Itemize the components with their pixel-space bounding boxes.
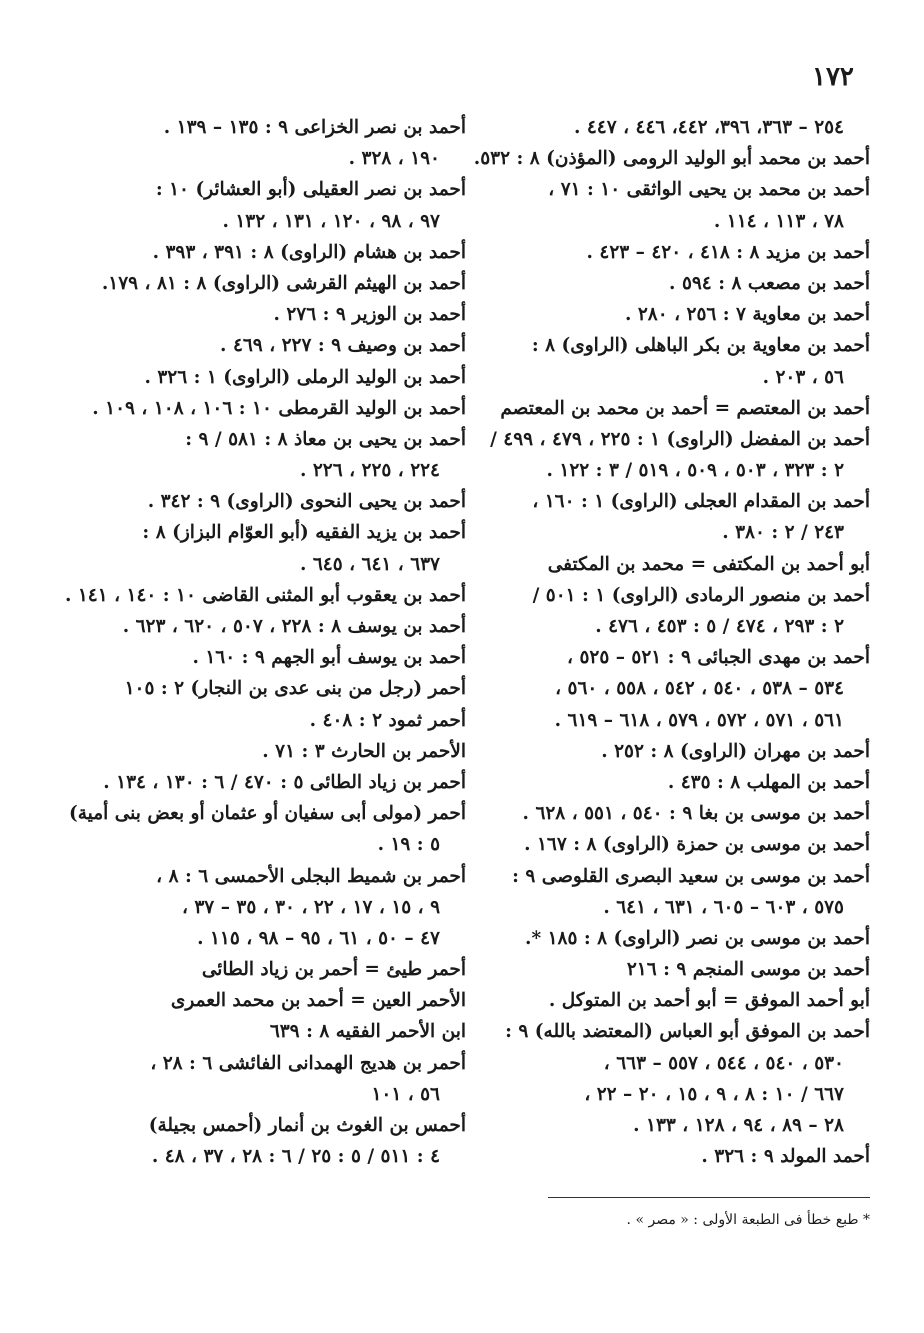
index-entry: أحمد بن هشام (الراوى) ٨ : ٣٩١ ، ٣٩٣ . [152,241,466,263]
index-entry: أحمد بن يحيى النحوى (الراوى) ٩ : ٣٤٢ . [147,491,466,513]
left-column [58,112,466,1172]
page-number: ١٧٢ [812,62,854,92]
index-entry-continuation: ٥٦ ، ٢٠٣ . [762,366,844,388]
index-entry: أحمد بن المفضل (الراوى) ١ : ٢٢٥ ، ٤٧٩ ، ٤٩٩ / [490,428,870,450]
index-entry: أحمد بن المقدام العجلى (الراوى) ١ : ١٦٠ ، [532,491,870,513]
index-entry: أحمد بن منصور الرمادى (الراوى) ١ : ٥٠١ / [532,584,870,606]
index-entry: الأحمر العين = أحمد بن محمد العمرى [170,990,466,1012]
index-entry: أحمر (مولى أبى سفيان أو عثمان أو بعض بنى أمية) [69,803,466,825]
index-entry: أحمر بن زياد الطائى ٥ : ٤٧٠ / ٦ : ١٣٠ ، ١٣٤ . [103,771,466,793]
index-entry: أحمد بن وصيف ٩ : ٢٢٧ ، ٤٦٩ . [220,335,466,357]
index-entry: أحمس بن الغوث بن أنمار (أحمس بجيلة) [148,1115,466,1136]
index-entry: أحمد بن مزيد ٨ : ٤١٨ ، ٤٢٠ – ٤٢٣ . [586,241,870,263]
index-entry: أحمد بن نصر الخزاعى ٩ : ١٣٥ – ١٣٩ . [163,117,466,138]
index-entry: أحمر ثمود ٢ : ٤٠٨ . [309,709,466,731]
index-entry: أبو أحمد بن المكتفى = محمد بن المكتفى [547,553,870,575]
index-entry: أحمد بن الوزير ٩ : ٢٧٦ . [273,304,466,326]
index-entry: أحمد بن موسى بن نصر (الراوى) ٨ : ١٨٥ *. [525,927,870,949]
index-entry: أحمد بن موسى بن سعيد البصرى القلوصى ٩ : [512,865,870,887]
index-entry-continuation: ٥٣٤ – ٥٣٨ ، ٥٤٠ ، ٥٤٢ ، ٥٥٨ ، ٥٦٠ ، [555,678,844,700]
index-entry: أحمد بن نصر العقيلى (أبو العشائر) ١٠ : [155,179,466,201]
index-entry: أحمد بن معاوية بن بكر الباهلى (الراوى) ٨ : [531,335,870,357]
index-entry-continuation: ٢٨ – ٨٩ ، ٩٤ ، ١٢٨ ، ١٣٣ . [633,1115,844,1136]
index-entry: أحمد بن محمد أبو الوليد الرومى (المؤذن) ٨ : ٥٣٢. [473,148,870,170]
index-entry: أحمد بن يحيى بن معاذ ٨ : ٥٨١ / ٩ : [185,428,466,450]
index-entry: أحمر طيئ = أحمر بن زياد الطائى [201,959,466,981]
index-entry: أحمد المولد ٩ : ٣٢٦ . [701,1146,870,1168]
index-entry-continuation: ٢٢٤ ، ٢٢٥ ، ٢٢٦ . [299,460,440,482]
index-entry: أحمد بن المعتصم = أحمد بن محمد بن المعتصم [500,397,870,419]
footnote-divider [548,1197,870,1198]
index-entry: أحمر بن هديج الهمدانى الفائشى ٦ : ٢٨ ، [150,1052,466,1074]
index-entry: أحمد بن موسى بن حمزة (الراوى) ٨ : ١٦٧ . [524,834,870,856]
index-entry-continuation: ٢٥٤ – ٣٦٣، ٣٩٦، ٤٤٢، ٤٤٦ ، ٤٤٧ . [573,117,844,138]
index-entry: أحمد بن مهران (الراوى) ٨ : ٢٥٢ . [601,740,870,762]
index-entry-continuation: ٦٦٧ / ١٠ : ٨ ، ٩ ، ١٥ ، ٢٠ – ٢٢ ، [584,1083,844,1105]
index-entry-continuation: ٩٧ ، ٩٨ ، ١٢٠ ، ١٣١ ، ١٣٢ . [222,210,440,232]
index-entry-continuation: ٧٨ ، ١١٣ ، ١١٤ . [713,210,844,232]
index-entry-continuation: ٥ : ١٩ . [377,834,440,856]
index-entry-continuation: ٩ ، ١٥ ، ١٧ ، ٢٢ ، ٣٠ ، ٣٥ – ٣٧ ، [181,896,440,918]
index-entry-continuation: ٤٧ – ٥٠ ، ٦١ ، ٩٥ – ٩٨ ، ١١٥ . [197,927,440,949]
index-entry: أحمد بن معاوية ٧ : ٢٥٦ ، ٢٨٠ . [624,304,870,326]
index-entry: أحمد بن يعقوب أبو المثنى القاضى ١٠ : ١٤٠ ، ١٤١ . [64,584,466,606]
index-entry-continuation: ١٩٠ ، ٣٢٨ . [348,148,440,170]
index-entry: أحمد بن الوليد الرملى (الراوى) ١ : ٣٢٦ . [144,366,466,388]
index-entry-continuation: ٢ : ٢٩٣ ، ٤٧٤ / ٥ : ٤٥٣ ، ٤٧٦ . [595,616,844,637]
index-entry-continuation: ٥٦١ ، ٥٧١ ، ٥٧٢ ، ٥٧٩ ، ٦١٨ – ٦١٩ . [554,709,844,731]
index-entry-continuation: ٥٧٥ ، ٦٠٣ – ٦٠٥ ، ٦٣١ ، ٦٤١ . [603,896,844,918]
index-entry: أحمر بن شميط البجلى الأحمسى ٦ : ٨ ، [156,865,466,887]
right-column [470,112,870,1172]
index-entry: أحمد بن مهدى الجبائى ٩ : ٥٢١ – ٥٢٥ ، [567,647,870,669]
index-entry-continuation: ٢٤٣ / ٢ : ٣٨٠ . [722,522,844,544]
index-entry: أحمد بن يوسف أبو الجهم ٩ : ١٦٠ . [192,647,466,669]
index-entry: أحمد بن موسى بن بغا ٩ : ٥٤٠ ، ٥٥١ ، ٦٢٨ . [522,803,870,825]
index-entry-continuation: ٢ : ٣٢٣ ، ٥٠٣ ، ٥٠٩ ، ٥١٩ / ٣ : ١٢٢ . [546,460,844,482]
index-entry-continuation: ٦٣٧ ، ٦٤١ ، ٦٤٥ . [299,553,440,575]
index-entry: أحمد بن يوسف ٨ : ٢٢٨ ، ٥٠٧ ، ٦٢٠ ، ٦٢٣ . [122,616,466,637]
index-entry: أحمد بن الهيثم القرشى (الراوى) ٨ : ٨١ ، ١٧٩. [101,272,466,294]
index-entry: أحمد بن الوليد القرمطى ١٠ : ١٠٦ ، ١٠٨ ، ١٠٩ . [92,397,466,419]
index-entry: أحمد بن يزيد الفقيه (أبو العوّام البزاز) ٨ : [142,522,466,544]
index-entry-continuation: ٤ : ٥١١ / ٥ : ٢٥ / ٦ : ٢٨ ، ٣٧ ، ٤٨ . [151,1146,440,1168]
index-entry: أحمر (رجل من بنى عدى بن النجار) ٢ : ١٠٥ [124,678,466,700]
index-entry-continuation: ٥٦ ، ١٠١ [371,1083,440,1105]
index-entry: أحمد بن المهلب ٨ : ٤٣٥ . [667,771,870,793]
index-entry: أبو أحمد الموفق = أبو أحمد بن المتوكل . [548,990,870,1012]
index-entry-continuation: ٥٣٠ ، ٥٤٠ ، ٥٤٤ ، ٥٥٧ – ٦٦٣ ، [603,1052,844,1074]
footnote: * طبع خطأ فى الطبعة الأولى : « مصر » . [626,1212,870,1228]
index-entry: أحمد بن موسى المنجم ٩ : ٢١٦ [626,959,870,981]
index-entry: أحمد بن الموفق أبو العباس (المعتضد بالله) ٩ : [505,1021,870,1043]
index-entry: أحمد بن مصعب ٨ : ٥٩٤ . [669,272,870,294]
index-entry: ابن الأحمر الفقيه ٨ : ٦٣٩ [269,1021,466,1043]
index-entry: أحمد بن محمد بن يحيى الواثقى ١٠ : ٧١ ، [548,179,870,201]
index-entry: الأحمر بن الحارث ٣ : ٧١ . [262,740,466,762]
